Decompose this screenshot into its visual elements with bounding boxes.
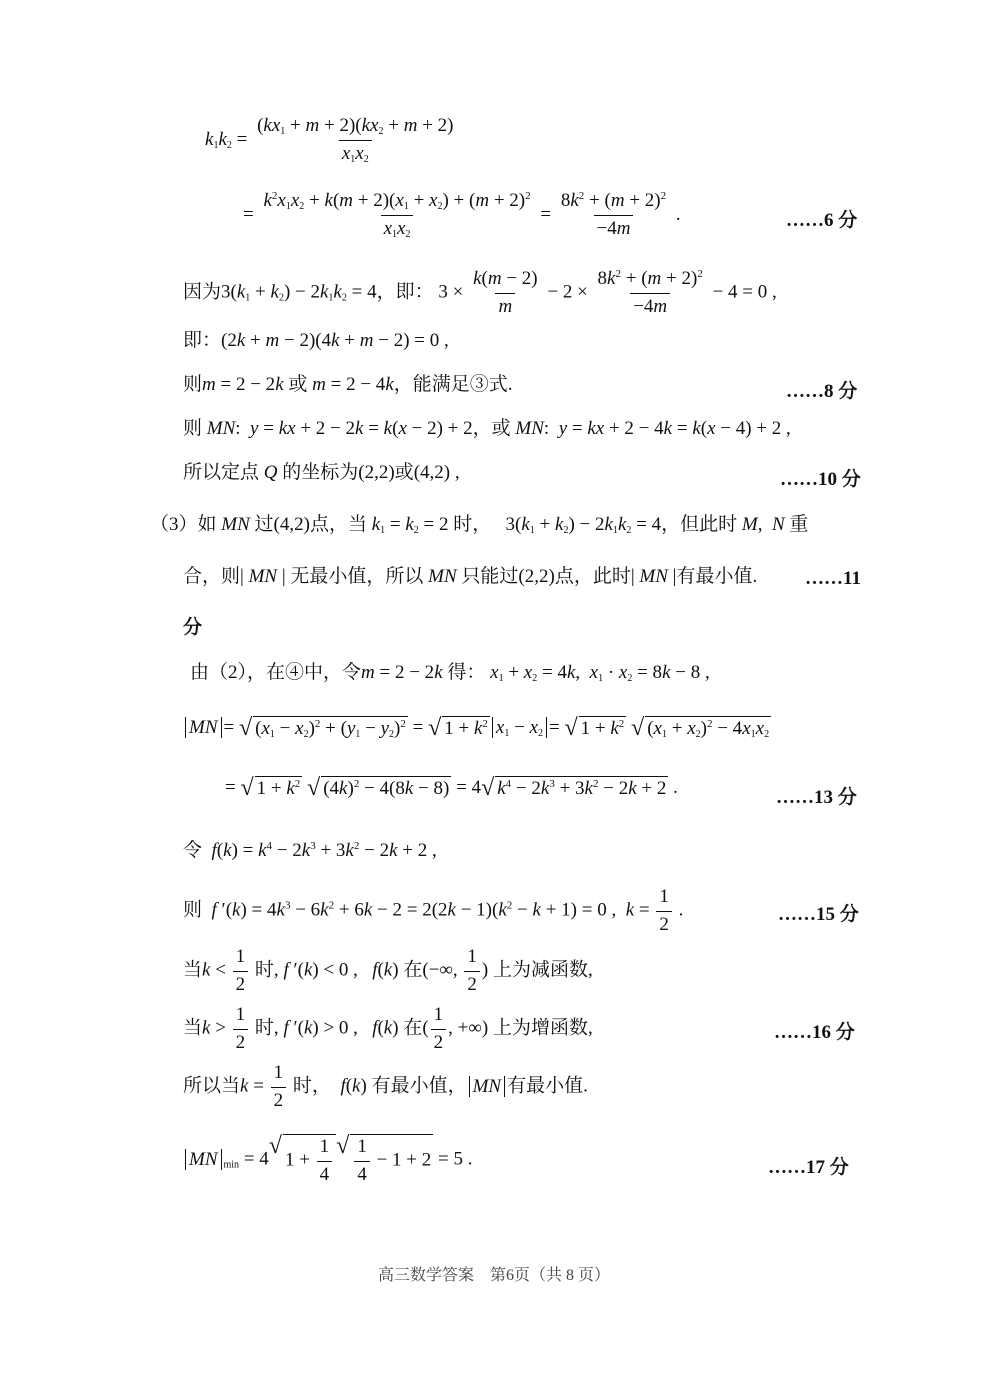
text-point-then: 点，此时 [554,566,631,587]
equation-mn-simplified: = √ $1 + k^2$ √ $(4k)^2 - 4(8k - 8)$ = 4 √ $k^4 - 2k^3 + 3k^2 - 2k + 2$ . [225,775,678,801]
text-so-when: 所以当 [183,1075,241,1097]
text-satisfies: ，能满足③式. [393,374,513,395]
text-then-2: 则 [183,418,203,439]
text-increasing: 上为增函数, [493,1017,593,1039]
text-no-min: 无最小值，所以 [290,566,424,587]
equation-mn-length: MN = √ $(x_1 - x_2)^2 + (y_1 - y_2)^2$ = √ $1 + k^2$ $x_1 - x_2$ = √ $1 + k^2$ √ $(x_1 + x_2)^2 - 4x_1x_2$ [183,716,771,741]
text-only-through: 只能过 [461,566,519,587]
equation-vieta: 由（2），在④中，令m = 2 − 2k 得： $x_1 + x_2 = 4k$, $x_1 \cdot x_2 = 8k - 8$ , [190,662,710,684]
score-11: ……11 [805,568,861,589]
score-16: ……16 分 [774,1022,855,1043]
text-decreasing: 上为减函数, [493,959,593,981]
text-let: 令 [183,840,203,861]
equation-k1k2: $k_1k_2$ = $\frac{(kx_1 + m + 2)(kx_2 + m + 2)}{x_1x_2}$ [205,115,454,165]
equation-condition: 因为$3(k_1 + k_2) - 2k_1k_2 = 4$，即： 3 × $\frac{k(m - 2)}{m}$ − 2 × $\frac{8k^2 + (m + 2)^2}{-4m}$ − 4 = 0 , [183,268,777,317]
text-because: 因为 [183,281,222,303]
text-part3: （3）如 [150,514,217,535]
text-point-when: 点，当 [309,514,367,535]
score-17: ……17 分 [768,1157,849,1178]
text-when-2: 当 [183,959,203,981]
text-coord-is: 的坐标为 [282,462,359,483]
text-coincide: 重 [789,514,809,535]
text-time-3: 时， [292,1075,331,1097]
text-on: 在 [403,959,423,981]
score-13: ……13 分 [776,787,857,808]
score-15: ……15 分 [778,904,859,925]
part3-line1: （3）如 MN 过(4,2)点，当 $k_1 = k_2 = 2$ 时， $3(k_1 + k_2) - 2k_1k_2 = 4$，但此时 M, N 重 [150,514,809,536]
text-time-2: 时, [254,1017,279,1039]
text-or-3: 或 [394,462,414,483]
equation-mn-min: MN $_{min}$ = 4 √ 1 + $\frac{1}{4}$ √ $\frac{1}{4}$ − 1 + 2 = 5 . [183,1134,473,1187]
part3-line2: 合，则| MN | 无最小值，所以 MN 只能过(2,2)点，此时| MN |有最小值. [183,566,758,587]
text-ie-2: 即： [183,330,222,351]
text-on-2: 在 [403,1017,423,1039]
text-time: 时, [254,959,279,981]
text-then-3: 则 [183,899,203,921]
score-6: ……6 分 [786,210,858,231]
equation-line-mn: 则 MN: y = kx + 2 − 2k = k(x − 2) + 2，或 MN: y = kx + 2 − 4k = k(x − 4) + 2 , [183,418,791,439]
text-or-2: ，或 [472,418,511,439]
text-from-2: 由（2），在④中，令 [190,662,362,683]
equation-fk: 令 $f(k) = k^4 - 2k^3 + 3k^2 - 2k + 2$ , [183,840,437,861]
equation-m-values: 则m = 2 − 2k 或 m = 2 − 4k，能满足③式. [183,374,513,395]
text-passes: 过 [254,514,274,535]
text-when-3: 当 [183,1017,203,1039]
text-ie: ，即： [376,281,434,303]
equation-decreasing: 当k < $\frac{1}{2}$ 时, f ′(k) < 0 , f(k) 在(−∞, $\frac{1}{2}$ ) 上为减函数, [183,946,593,995]
text-has-min-3: 有最小值. [507,1075,588,1097]
text-or: 或 [288,374,308,395]
text-has-min: 有最小值. [676,566,758,587]
score-11-unit: 分 [183,617,203,638]
equation-factored: 即：(2k + m − 2)(4k + m − 2) = 0 , [183,330,449,351]
text-then: 则 [183,374,203,395]
text-has-min-2: 有最小值， [371,1075,467,1097]
equation-increasing: 当k > $\frac{1}{2}$ 时, f ′(k) > 0 , f(k) 在( $\frac{1}{2}$ , +∞) 上为增函数, [183,1004,593,1053]
text-so-fixed-point: 所以定点 [183,462,260,483]
score-10: ……10 分 [780,469,861,490]
score-8: ……8 分 [786,381,858,402]
equation-minimum: 所以当k = $\frac{1}{2}$ 时， f(k) 有最小值， MN 有最小值. [183,1062,588,1111]
equation-fixed-point: 所以定点 Q 的坐标为(2,2)或(4,2) , [183,462,460,483]
text-when: 时， [453,514,492,535]
equation-k1k2-expanded: = $\frac{k^2x_1x_2 + k(m + 2)(x_1 + x_2) + (m + 2)^2}{x_1x_2}$ = $\frac{8k^2 + (m + 2)^2}{-4m}$ . [243,190,681,240]
text-get: 得： [447,662,486,683]
page-footer: 高三数学答案 第6页（共 8 页） [377,1267,610,1284]
equation-derivative: 则 f $'(k) = 4k^3 - 6k^2 + 6k - 2 = 2(2k - 1)(k^2 - k + 1) = 0$ , k = $\frac{1}{2}$ . [183,886,684,935]
text-merge: 合，则 [183,566,241,587]
text-but: ，但此时 [661,514,738,535]
